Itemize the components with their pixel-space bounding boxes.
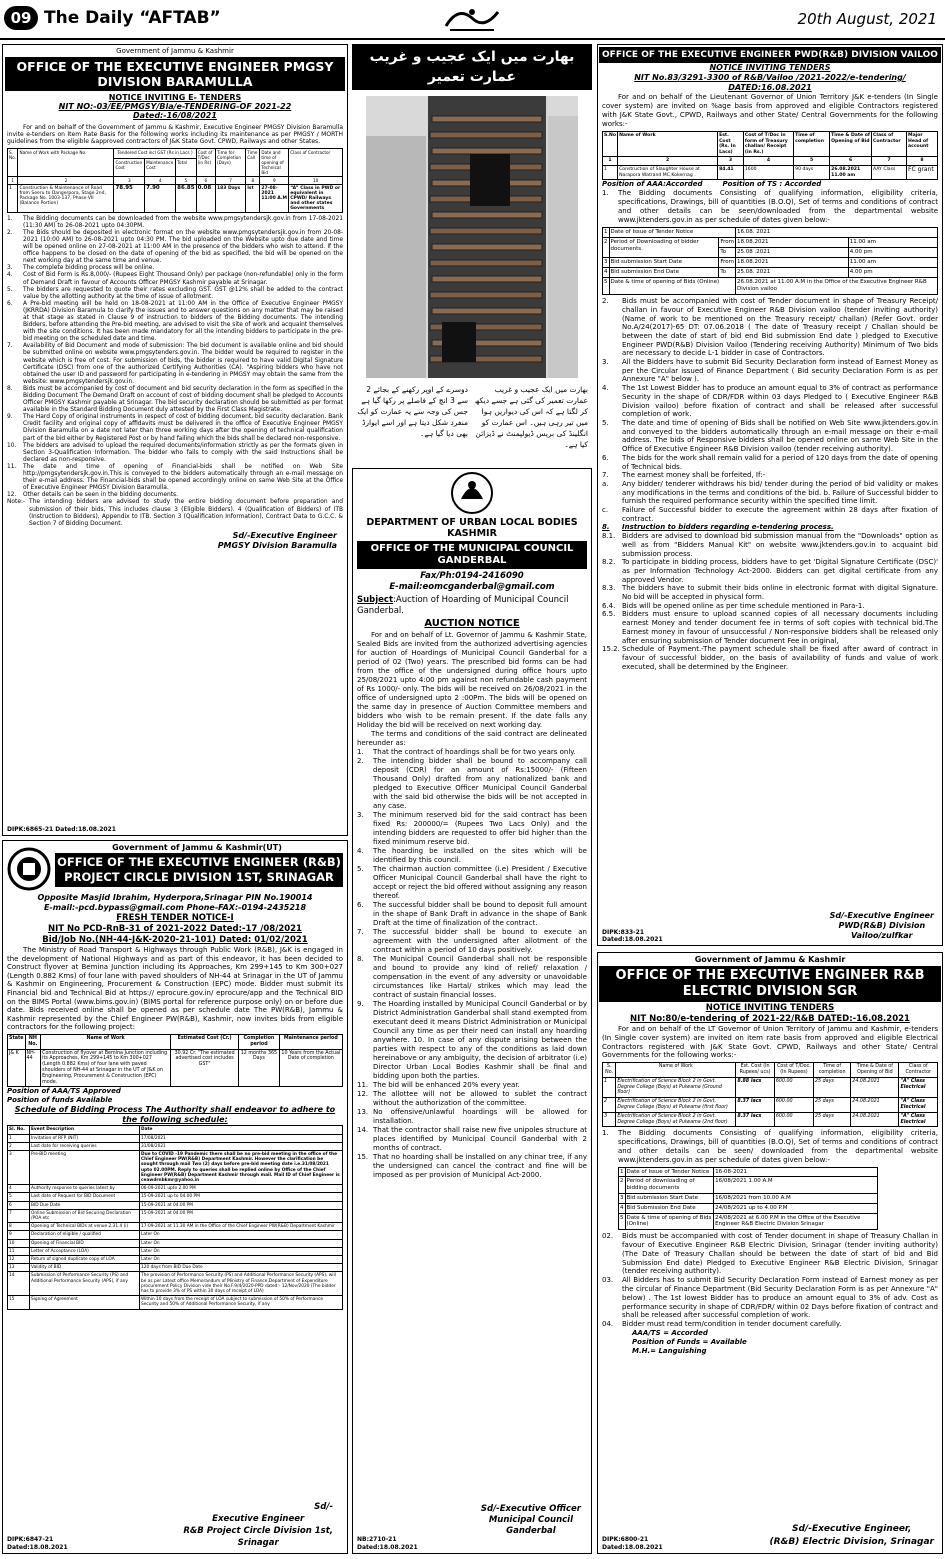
vailoo-sched-cell: 5 — [603, 278, 610, 295]
list-item: 6.4. Bids will be opened online as per time schedule mentioned in Para-1. — [602, 601, 865, 610]
vailoo-col-num: 7 — [872, 157, 907, 166]
masthead-logo — [440, 4, 504, 34]
list-item: 8. The Municipal Council Ganderbal shall not be responsible and bound to provide any kind of relief/ relaxation / compensation in the event of any adversity or unavoidable circumstances like Hartal/ strikes which may lead the contract of sustain financial losses. — [357, 955, 587, 999]
electric-schedule-table — [618, 1167, 878, 1231]
list-item: 4. Cost of Bid Form is Rs.8,000/- (Rupees Eight Thousand Only) per package (non-refundable) only in the form of Demand Draft in favour of Accounts Officer PMGSY Kashmir payable at Srinagar. — [7, 272, 343, 286]
pmgsy-work-table — [7, 148, 343, 213]
vailoo-sched-cell: To — [719, 268, 736, 278]
list-item: 3. All the Bidders have to submit Bid Security Declaration form instead of Earnest Money as per the Circular issued of Finance Department ( Bid security Declaration Form is as per Annexure "A" below ). — [602, 358, 938, 384]
pmgsy-cell: 78.95 — [114, 184, 145, 212]
srinagar-title: OFFICE OF THE EXECUTIVE ENGINEER (R&B) PROJECT CIRCLE DIVISION 1ST, SRINAGAR — [55, 853, 343, 887]
issue-date: 20th August, 2021 — [797, 10, 937, 28]
vailoo-sched-cell: 4.00 pm — [848, 248, 937, 258]
pmgsy-signature: Sd/-Executive Engineer PMGSY Division Baramulla — [217, 530, 337, 550]
list-item: 4. The 1st Lowest Bidder has to produce an amount equal to 3% of contract as performance Security in the shape of CDR/FDR within 03 days Pledged to ( Executive Engineer R&B Division vailoo) before fixation of contract and shall be released after successful completion of work. — [602, 384, 938, 419]
list-item: 11. The bid will be enhanced 20% every year. — [357, 1081, 520, 1089]
vailoo-sched-cell: 4.00 pm — [848, 268, 937, 278]
vailoo-th: Major Head of account — [907, 132, 938, 157]
table-row: 1 Date of Issue of Tender Notice 16-08-2021 — [619, 1167, 878, 1177]
vailoo-cell: 84.41 — [718, 165, 744, 179]
vailoo-sched-cell: Date & time of opening of Bids (Online) — [609, 278, 736, 295]
vailoo-col-num: 3 — [718, 157, 744, 166]
vailoo-signature: Sd/-Executive Engineer PWD(R&B) Division Vailoo/zulfkar — [829, 911, 934, 940]
vailoo-sched-cell: To — [719, 248, 736, 258]
vailoo-col-num: 5 — [794, 157, 830, 166]
list-item: 9. The Hoarding installed by Municipal Council Ganderbal or by District Administration Ganderbal shall stand exempted from executant deed it means District Administration or Municipal Council any time as per their need can install any hoarding anywhere. 10. In case of any dispute arising between the parties with respect to any of the conditions as laid down hereinabove or any ambiguity, the decision of arbitrator (i.e) Director Urban Local Bodies Kashmir shall be final and bidding upon both the parties. — [357, 1000, 587, 1080]
table-row: 3 Bid submission Start Date 16/08/2021 from 10.00 A.M — [619, 1193, 878, 1203]
electric-nit: NOTICE INVITING TENDERS — [705, 1003, 835, 1013]
table-row: 15 Signing of Agreement Within 10 days from the receipt of LOA subject to submission of 50% of Performance Security and 50% of Additional Performance Security, if any — [8, 1296, 343, 1309]
ulb-nb-date: Dated:18.08.2021 — [357, 1543, 418, 1551]
pmgsy-title: OFFICE OF THE EXECUTIVE ENGINEER PMGSY DIVISION BARAMULLA — [5, 57, 345, 91]
table-row: 6 BID Due Date 15-09-2021 at 04.00 PM — [8, 1201, 343, 1209]
ulb-email: E-mail:eomcganderbal@gmail.com — [389, 582, 555, 592]
pmgsy-th: S. No. — [8, 148, 18, 176]
pmgsy-tender-notice — [2, 44, 348, 836]
srinagar-dipk: DIPK:6847-21 — [7, 1535, 54, 1543]
list-item: 03. All Bidders has to submit Bid Security Declaration Form instead of Earnest money as per the circular of Finance Department (Bid Security Declaration Form is as per Annexure "A" below) . The 1st lowest Bidder has to produce an amount equal to 3% of adv. Cost as performance security in shape of CDR/FDR/ within 02 Days before fixation of contract and shall be released after successful completion of work. — [602, 1276, 938, 1320]
list-item: 15. That no hoarding shall be installed on any chinar tree, if any the undersigned can cancel the contract and fine will be imposed as per provision of Municipal Act-2000. — [357, 1153, 587, 1179]
srinagar-bid: Bid/Job No.(NH-44-J&K-2020-21-101) Dated: 01/02/2021 — [42, 935, 308, 945]
list-item: 6. The successful bidder shall be bound to deposit full amount in the shape of Bank Draft in advance in the shape of Bank Draft at the time of finalization of the contract. — [357, 901, 587, 927]
vailoo-item-1: 1. The Bidding documents Consisting of qualifying information, eligibility criteria, specifications, Drawings, bill of quantities (B.O.Q), Set of terms and conditions of contract and other details can be seen/downloaded from the departmental website www.jktenders.gov.in as per schedule of dates given below:- — [602, 189, 938, 225]
pmgsy-nit-no: NIT NO:-03/EE/PMGSY/Bla/e-TENDERING-OF 2021-22 — [58, 102, 292, 112]
table-row: 11 Letter of Acceptance (LOA) Later On — [8, 1247, 343, 1255]
srinagar-tender-notice — [2, 840, 348, 1554]
vailoo-work-table — [602, 131, 938, 180]
pmgsy-col-num: 7 — [216, 176, 246, 184]
vailoo-sched-cell: Bid submission Start Date — [609, 258, 719, 268]
vailoo-cell: AAY Class — [872, 165, 907, 179]
ulb-notice-title: AUCTION NOTICE — [424, 618, 520, 629]
pmgsy-col-num: 6 — [196, 176, 215, 184]
list-item: 7. The earnest money shall be forfeited, If:- — [602, 471, 766, 480]
list-item: Note:- The intending bidders are advised to study the entire bidding document before preparation and submission of their bids, This includes clause 3 (Eligible Bidders). 4 (Qualification of Bidders) of ITB (Instruction to Bidders), Appendix to ITB. Section 3 (Qualification Information), Contract Data to G.C.C. & Section 7 of Bidding Document. — [7, 499, 343, 527]
list-item: 11. The date and time of opening of Financial-bids shall be notified on Web Site http://pmgsytendersjk.gov.in.This is conveyed to the bidders automatically through an e-mail message on their e-mail address. The Financial-bids shall be opened accordingly online on same Web Site at the Office of Executive Engineer PMGSY Division Baramulla. — [7, 463, 343, 492]
pmgsy-th: Name of Work with Package No. — [18, 148, 114, 176]
srinagar-sched-th: Sl. No. — [8, 1126, 30, 1134]
table-row: 1 Invitation of RFP (NIT) 17/08/2021 — [8, 1134, 343, 1142]
urdu-article — [352, 44, 592, 464]
table-row: 2 Last date for receiving queries 31/08/2021 — [8, 1142, 343, 1150]
electric-item-1: 1. The Bidding documents Consisting of qualifying information, eligibility criteria, specifications, Drawings, bill of quantities (B.O.Q), Set of terms and conditions of contract and other details can be seen/ downloaded from the departmental website www.jktenders.gov.in as per schedule of dates given below:- — [602, 1129, 938, 1164]
vailoo-dated: DATED:16.08.2021 — [728, 83, 812, 92]
srinagar-dipk-date: Dated:18.08.2021 — [7, 1543, 68, 1551]
ulb-office: OFFICE OF THE MUNICIPAL COUNCIL GANDERBAL — [357, 541, 587, 569]
srinagar-sched-th: Event Description — [30, 1126, 140, 1134]
electric-th: Cost of T/Doc. (In Rupees) — [774, 1063, 813, 1078]
table-row: 13 Validity of BID 120 days from BID Due Date — [8, 1264, 343, 1272]
list-item: 4. The hoarding be installed on the sites which will be identified by this council. — [357, 847, 587, 864]
ulb-dept: DEPARTMENT OF URBAN LOCAL BODIES KASHMIR — [366, 517, 578, 539]
srinagar-aaa: Position of AAA/TS Approved — [7, 1087, 121, 1096]
srinagar-th: Maintenance period — [279, 1034, 342, 1049]
ulb-subject-line — [357, 595, 587, 617]
pmgsy-th: Maintenance Cost — [145, 159, 176, 176]
table-row: 3 Electrification of Science Block 2 in Govt. Degree College (Boys) at Pulwama (2nd floor) 8.37 lacs 600.00 25 days 24.08.2021 "A" Class Electrical — [603, 1112, 938, 1127]
list-item: 8.1. Bidders are advised to download bid submission manual from the "Downloads" option as well as from "Bidders Manual Kit" on website www.jktenders.gov.in to acquaint bid submission process. — [602, 532, 938, 558]
pmgsy-gov: Government of Jammu & Kashmir — [116, 47, 234, 55]
srinagar-cell: Construction of flyover at Bemina Junction including its Approaches, Km 299+145 to Km 300+027 (Length 0.882 Kms) of four lane with paved shoulders of NH-44 at Srinagar in the UT of J&K on Engineering, Procurement & Construction (EPC) mode. — [41, 1049, 171, 1087]
list-item: 1. The Bidding documents can be downloaded from the website www.pmgsytendersjk.gov.in from 17-08-2021 (11:30 AM) to 26-08-2021 upto 04:30PM. — [7, 215, 343, 229]
table-row: 5 Date & time of opening of Bids (Online) 24/08/2021 at 6.00 P.M in the Office of the Executive Engineer R&B Electric Division Srinagar — [619, 1213, 878, 1230]
vailoo-nit-no: NIT No.83/3291-3300 of R&B/Vailoo /2021-2022/e-tendering/ — [634, 73, 906, 82]
list-item: 3. The minimum reserved bid for the said contract has been fixed Rs: 200000/= (Rupees Two Lacs Only) and the intending bidders are requested to offer bid higher than the fixed minimum reserve bid. — [357, 811, 587, 846]
pmgsy-th: Tendered Cost incl GST (Rs in Lacs ) — [114, 148, 196, 159]
table-row: 14 Submission of Performance Security (PS) and Additional Performance Security (APS), if any The provision of Performance Security (PS) and Additional Performance Security (APS), will be as per Latest office Memorandum of Ministry of Finance,Department of Expenditure procurement Policy Division vide their No.F.9/4/2020-PPD dated:- 12/Nov/2020 (The bidder has to provide 3% of PS within 30 days of receipt of LOA) — [8, 1272, 343, 1296]
table-row: 4 Authority response to queries latest by 06-09-2021 upto 2.00 PM — [8, 1185, 343, 1193]
vailoo-cell: 1 — [603, 165, 618, 179]
vailoo-nit: NOTICE INVITING TENDERS — [709, 63, 831, 72]
page-number-badge: 09 — [4, 6, 38, 30]
ganderbal-auction-notice — [352, 468, 592, 1554]
srinagar-signature: Sd/- Executive Engineer R&B Project Circle Division 1st, Srinagar — [183, 1502, 333, 1548]
vailoo-items — [602, 297, 938, 671]
list-item: 7. Availability of Bid Document and mode of submission: The bid document is available online and bid should be submitted online on website www.pmgsytenders.gov.in. The bidder would be required to register in the website which is free of cost. For submission of bids, the bidder is required to have valid Digital Signature Certificate (DSC) from one of the authorized Certifying Authorities (CA). "Aspiring bidders who have not obtained the user ID and password for participating in e-tendering in PMGSY may obtain the same from the website: www.pmgsytendersjk.gov.in. — [7, 343, 343, 385]
srinagar-email: E-mail:-pcd.bypass@gmail.com Phone-FAX:-0194-2435218 — [43, 903, 307, 912]
list-item: 2. Bids must be accompanied with cost of Tender document in shape of Treasury Receipt/ challan in favour of Executive Engineer R&B Division vailoo (tender inviting authority) (Name of work to be mentioned on the Treasury receipt/ challan) (Refer Govt. order No.A/24(2017)-65 DT: 07.06.2018 ( The date of Treasury receipt / Challan should be between the date of start of bid end Bid submission End date ) pledged to Executive Engineer PWD(R&B) Division Vailoo (Tendering receiving Authority) Minimum of Two bids are necessary to decide L-1 bidder in case of Contractors. — [602, 297, 938, 358]
list-item: 7. The successful bidder shall be bound to execute an agreement with the undersigned after allotment of the contract within a period of 10 days positively. — [357, 928, 587, 954]
srinagar-intro: The Ministry of Road Transport & Highways through Public Work (R&B), J&K is engaged in the development of National Highways and as part of this endeavor, it has been decided to Construct flyover at Bemina Junction including its Approaches, Km 299+145 to Km 300+027 (Length 0.882 Kms) of four lane with paved shoulders of NH-44 at Srinagar in the UT of Jammu & Kashmir on Engineering, Procurement & Construction (EPC) mode. Bidder must submit its Financial bid and Technical Bid at https:// eprocure.gov.in/ eprocure/app and the Technical BID on the BIMS Portal (www.bims.gov.in) (BIMS portal for reference purpose only) on or before due date. Bids received online shall be opened as per schedule date The PW(R&B), Jammu & Kashmir represented by the Chief Engineer PW(R&B), Kashmir, now invites bids from eligible contractors for the following project: — [7, 946, 343, 1032]
list-item: 6.5. Bidders must ensure to upload scanned copies of all necessary documents including earnest Money and tender document fee in terms of soft copies with technical bid.The Earnest money in favour of unsuccessful / Non-responsive bidders shall be released only after ensuring submission of Tender document Fee in original, — [602, 610, 938, 645]
vailoo-dipk-date: Dated:18.08.2021 — [602, 935, 663, 943]
vailoo-sched-cell: 3 — [603, 258, 610, 268]
vailoo-col-num: 8 — [907, 157, 938, 166]
vailoo-sched-cell: Bid submission End Date — [609, 268, 719, 278]
pmgsy-col-num: 8 — [246, 176, 260, 184]
list-item: 5. The date and time of opening of Bids shall be notified on Web Site www.jktenders.gov.in and conveyed to the bidders automatically through an e-mail message on their e-mail address. The bids of Responsive bidders shall be opened online on same Web Site in the Office of Executive Engineer R&B Division vailoo (tender receiving authority). — [602, 419, 938, 454]
vailoo-title: OFFICE OF THE EXECUTIVE ENGINEER PWD(R&B) DIVISION VAILOO — [599, 47, 941, 63]
pmgsy-cell: 7.90 — [145, 184, 176, 212]
pmgsy-cell: 0.08 — [196, 184, 215, 212]
electric-signature: Sd/-Executive Engineer, (R&B) Electric Division, Srinagar — [769, 1524, 934, 1547]
pmgsy-cell: 183 Days — [216, 184, 246, 212]
srinagar-th: Completion period — [239, 1034, 280, 1049]
vailoo-sched-cell: 4 — [603, 268, 610, 278]
electric-nit-no: NIT No:80/e-tendering of 2021-22/R&B DATED:-16.08.2021 — [630, 1014, 910, 1024]
pmgsy-col-num: 3 — [114, 176, 145, 184]
vailoo-tender-notice — [597, 44, 943, 946]
ulb-fax: Fax/Ph:0194-2416090 — [420, 571, 524, 581]
vailoo-col-num: 6 — [830, 157, 872, 166]
list-item: 6. A Pre-bid meeting will be held on 18-08-2021 at 11:00 AM in the Office of Executive Engineer PMGSY (JKRRDA) Division Baramula to clarify the issues and to answer questions on any matter that may be raised at that stage as stated in Clause 9 of instruction to bidders of the Bidding documents. The intending Bidders, before attending the Pre-bid meeting, are advised to visit the site of work and acquaint themselves with the site conditions. It has been made mandatory for all the intending bidders to participate in the pre-bid meeting on the scheduled date and time. — [7, 300, 343, 343]
urdu-col-right: بھارت میں ایک عجیب و غریب عمارت تعمیر کی گئی ہے جسے دیکھ کر لگتا ہے کہ اس کی دیواریں ہوا میں تیر رہی ہیں۔ اس عمارت کو انگلینڈ کی بریس ڈیولپمنٹ نے ڈیزائن کیا ہے۔ — [474, 385, 588, 449]
pmgsy-th: Time for Completion (Days) — [216, 148, 246, 176]
vailoo-cell: 1600 — [743, 165, 793, 179]
vailoo-sched-cell: 18.08.2021 — [736, 258, 849, 268]
pmgsy-cell: Ist — [246, 184, 260, 212]
vailoo-th: Time & Date of Opening of Bid — [830, 132, 872, 157]
ulb-subject: :Auction of Hoarding of Municipal Council Ganderbal. — [357, 595, 569, 616]
pmgsy-col-num: 9 — [260, 176, 289, 184]
pmgsy-col-num: 1 — [8, 176, 18, 184]
vailoo-dipk: DIPK:833-21 — [602, 928, 645, 936]
vailoo-sched-cell: 11.00 am — [848, 258, 937, 268]
list-item: c. Failure of Successful bidder to execute the agreement within 28 days after fixation of contract. — [602, 506, 938, 523]
vailoo-sched-cell: 26.08.2021 at 11.00 A.M in the Office of the Executive Engineer R&B Division vailoo — [736, 278, 938, 295]
pmgsy-col-num: 5 — [176, 176, 196, 184]
electric-th: Time of completion — [813, 1063, 850, 1078]
list-item: 2. The intending bidder shall be bound to accompany call deposit (CDR) for an amount of Rs:15000/- (Fifteen Thousand Only) drafted from any nationalized bank and pledged to Executive Officer Municipal Council Ganderbal with the said bid otherwise the bids will be not accepted in any case. — [357, 757, 587, 810]
pmgsy-cell: 86.85 — [176, 184, 196, 212]
srinagar-cell: 30.92 Cr. "The estimated advertised cost includes GST" — [171, 1049, 239, 1087]
vailoo-col-num: 4 — [743, 157, 793, 166]
list-item: 10. The bidders are advised to upload the required documents/information strictly as per the formats given in Section 3-Qualification Information. The bidder who fails to comply with the said Instructions shall be declared as non-responsive. — [7, 442, 343, 463]
vailoo-col-num: 1 — [603, 157, 618, 166]
pmgsy-intro: For and on behalf of the Government of Jammu & Kashmir, Executive Engineer PMGSY Division Baramulla invite e-tenders on Item Rate Basis for the following works including its maintenance as per PMGSY / MORTH guidelines from the eligible &approved contractors of J&K State Govt. CPWD, Railways and other States. — [7, 123, 343, 146]
table-row: 2 Electrification of Science Block 2 in Govt. Degree College (Boys) at Pulwama (first floor) 8.37 lacs 600.00 25 days 24.08.2021 "A" Class Electrical — [603, 1098, 938, 1113]
list-item: 9. The Hard Copy of original instruments in respect of cost of bidding document, bid security declaration. Bank Credit facility and original copy of affidavits must be delivered in the office of Executive Engineer PMGSY Division Baramulla on a date not later than three working days after the opening of technical qualification part of the bid either by Registered Post or by hand failing which the bids shall be declared non-responsive. — [7, 414, 343, 442]
vailoo-sched-cell: 25.08. 2021 — [736, 268, 849, 278]
pmgsy-items — [7, 216, 343, 528]
srinagar-cell: 12 months 365 Days — [239, 1049, 280, 1087]
list-item: 04. Bidder must read term/condition in tender document carefully. — [602, 1320, 842, 1329]
list-item: 6. The bids for the work shall remain valid for a period of 120 days from the date of opening of Technical bids. — [602, 453, 938, 471]
rnb-logo — [7, 845, 51, 895]
vailoo-th: Cost of T/Doc in form of Treasury challan/ Receipt (in Rs.) — [743, 132, 793, 157]
list-item: 3. The complete bidding process will be online. — [7, 265, 155, 272]
vailoo-sched-cell: From — [719, 258, 736, 268]
ulb-intro: For and on behalf of Lt. Governor of Jammu & Kashmir State, Sealed Bids are invited from the authorized advertising agencies for auction of Hoardings of Municipal Council Ganderbal for a period of 02 (Two) years. The prescribed bid forms can be had from the office of the undersigned during office hours upto 25/08/2021 upto 4:00 pm against non refundable cash payment of Rs 1000/- only. The bids will be received on 26/08/2021 in the office of undersigned upto 2 :00Pm. The bids will be opened on the same day in presence of Auction Committee members and bidders who wish to be remain present. If the date falls any Holiday the bid will be received on next working day. — [357, 631, 587, 729]
pmgsy-nit-title: NOTICE INVITING E- TENDERS — [108, 92, 242, 102]
table-row: 8 Opening of Technical BIDs at venue 2.31.4 (i) 17-09-2021 at 11.30 AM in the Office of the Chief Engineer PW(R&B) Department Kashmir — [8, 1223, 343, 1231]
table-row: 3 Pre-BID meeting Due to COVID -19 Pandemic there shall be no pre-bid meeting in the office of the Chief Engineer PW(R&B) Department Kashmir. However the clarification be sought through mail Two (2) days before pre-bid meeting date i.e.31/08/2021 upto 02.00PM. Reply to queries shall be replied online by Office of the Chief Engineer PW(R&B) Department Kashmir through mail. Mail ID of Chief Engineer is ceawdrnbkmr@yahoo.in — [8, 1150, 343, 1184]
ulb-subject-label: Subject — [357, 595, 394, 605]
pmgsy-cell: 27-08-2021 11:00 A.M — [260, 184, 289, 212]
vailoo-th: Time of completion — [794, 132, 830, 157]
pmgsy-col-num: 4 — [145, 176, 176, 184]
list-item: 13. No offensive/unlawful hoardings will be allowed for installation. — [357, 1108, 587, 1125]
pmgsy-dipk: DIPK:6865-21 Dated:18.08.2021 — [7, 825, 116, 833]
vailoo-th: Class of Contractor — [872, 132, 907, 157]
list-item: 8. Instruction to bidders regarding e-tendering process. — [602, 523, 834, 532]
pmgsy-th: Time Call — [246, 148, 260, 176]
pmgsy-cell: 1 — [8, 184, 18, 212]
pmgsy-th: Construction Cost — [114, 159, 145, 176]
electric-th: Time & Date of Opening of Bid — [851, 1063, 899, 1078]
pmgsy-dated: Dated:-16/08/2021 — [133, 111, 217, 121]
list-item: 5. The bidders are requested to quote their rates excluding GST. GST @12% shall be added to the contract value by the allotting authority at the time of issue of allotment. — [7, 286, 343, 300]
srinagar-addr: Opposite Masjid Ibrahim, Hyderpora,Srinagar PIN No.190014 — [37, 893, 313, 902]
electric-positions: AAA/TS = Accorded Position of Funds = Available M.H.= Languishing — [632, 1328, 747, 1355]
table-row: 10 Opening of Financial BID Later On — [8, 1239, 343, 1247]
srinagar-cell: 10 Years from the Actual Date of completion — [279, 1049, 342, 1087]
vailoo-sched-cell: Date of Issue of Tender Notice — [609, 228, 736, 238]
srinagar-nit: NIT No PCD-RnB-31 of 2021-2022 Dated:-17 /08/2021 — [48, 924, 302, 934]
table-row: 1 Electrification of Science Block 2 in Govt. Degree College (Boys) at Pulwama (Ground floor) 8.88 lacs 600.00 25 days 24.08.2021 "A" Class Electrical — [603, 1077, 938, 1097]
srinagar-work-table — [7, 1034, 343, 1087]
vailoo-positions: Position of AAA:Accorded Position of TS : Accorded — [602, 180, 822, 189]
srinagar-sched-title: Schedule of Bidding Process The Authority shall endeavor to adhere to the following schedule: — [14, 1105, 336, 1125]
vailoo-th: S.No — [603, 132, 618, 157]
table-row: 2 Period of downloading of bidding documents 16/08/2021 1.00 A.M — [619, 1177, 878, 1194]
list-item: 12. Other details can be seen in the bidding documents. — [7, 492, 178, 499]
electric-tender-notice — [597, 952, 943, 1554]
srinagar-cell: NH-44 — [25, 1049, 41, 1087]
ulb-terms: The terms and conditions of the said contract are delineated hereunder as: — [357, 730, 587, 747]
srinagar-th: Estimated Cost (Cr.) — [171, 1034, 239, 1049]
vailoo-th: Name of Work — [618, 132, 718, 157]
list-item: 02. Bids must be accompanied with cost of Tender document in shape of Treasury Challan in favour of Executive Engineer R&B Electric Division, Srinagar (tender inviting authority) (The Date of Treasury Challan should be between the date of start of bid and Bid Submission End date) Pledged to Executive Engineer R&B Electric Division, Srinagar (tender receiving authority). — [602, 1232, 938, 1276]
vailoo-sched-cell: 18.08.2021 — [736, 238, 849, 248]
electric-gov: Government of Jammu & Kashmir — [694, 955, 846, 964]
table-row: 7 Online Submission of Bid Securing Declaration /POA etc 15-09-2021 at 04.00 PM — [8, 1209, 343, 1222]
list-item: 12. The allottee will not be allowed to sublet the contract without the authorization of the committee. — [357, 1090, 587, 1107]
list-item: 2. The Bids should be deposited in electronic format on the website www.pmgsytendersjk.gov.in from 20-08-2021 (10:00 AM) to 26-08-2021 upto 04:30 PM. The bid uploaded on the Website upto due date and time will be opened online on 27-08-2021 at 11:00 AM in the presence of the bidders who wish to attend. If the office happens to be closed on the date of opening of the bid as specified, the bid will be opened on the next working day at the same time and venue. — [7, 229, 343, 265]
srinagar-th: NH No. — [25, 1034, 41, 1049]
table-row: 5 Last date of Request for BID Document 15-09-2021 up to 04.00 PM — [8, 1193, 343, 1201]
srinagar-funds: Position of funds Available — [7, 1096, 113, 1105]
page-header — [0, 0, 945, 40]
electric-title: OFFICE OF THE EXECUTIVE ENGINEER R&B ELECTRIC DIVISION SGR — [599, 966, 941, 1002]
pmgsy-col-num: 2 — [18, 176, 114, 184]
vailoo-sched-cell: 16.08. 2021 — [736, 228, 938, 238]
ulb-signature: Sd/-Executive Officer Municipal Council Ganderbal — [480, 1504, 581, 1536]
srinagar-schedule-table — [7, 1125, 343, 1309]
newspaper-name: The Daily “AFTAB” — [44, 8, 221, 28]
electric-th: Est. Cost (In Rupees/ ucs) — [736, 1063, 775, 1078]
pmgsy-th: Date and time of opening of Technical Bid — [260, 148, 289, 176]
pmgsy-cell: Construction & Maintenance of Road from Seeru to Dangerpora, Stage 2nd, Package No. 1003-137, Phase VII (Balance Portion) — [18, 184, 114, 212]
list-item: 1. That the contract of hoardings shall be for two years only. — [357, 748, 576, 756]
vailoo-col-num: 2 — [618, 157, 718, 166]
vailoo-intro: For and on behalf of the Lieutenant Governor of Union Territory J&K e-tenders (In Single cover system) are invited on %age basis from approved and eligible Contractors registered with J&K State Govt., CPWD, Railways and other State/ Central Governments for the following works:- — [602, 93, 938, 128]
list-item: 5. The chairman auction committee (i.e) President / Executive Officer Municipal Council Ganderbal shall have the right to accept or reject the bid offered without assigning any reason thereof. — [357, 865, 587, 900]
srinagar-th: State — [8, 1034, 26, 1049]
list-item: 8.3. The bidders have to submit their bids online in electronic format with digital Signature. No bid will be accepted in physical form. — [602, 584, 938, 602]
electric-dipk-date: Dated:18.08.2021 — [602, 1543, 663, 1551]
vailoo-sched-cell: 1 — [603, 228, 610, 238]
pmgsy-th: Total — [176, 159, 196, 176]
pmgsy-col-num: 10 — [289, 176, 343, 184]
vailoo-cell: FC grant — [907, 165, 938, 179]
urdu-headline: بھارت میں ایک عجیب و غریب عمارت تعمیر — [352, 44, 592, 90]
srinagar-sched-th: Date — [140, 1126, 343, 1134]
vailoo-th: Est. Cost (Rs. In Lacs) — [718, 132, 744, 157]
list-item: 8. Bids must be accompanied by cost of document and bid security declaration in the form as specified in the Bidding Document The Demand Draft on account of cost of bidding document shall be pledged to Accounts Officer PMGSY Kashmir payable at Srinagar. The bid security declaration should be submitted as per format available in the Standard Bidding Document duly attested by the First Class Magistrate. — [7, 385, 343, 414]
electric-work-table — [602, 1062, 938, 1127]
pmgsy-th: Cost of T/Doc (in Rs) — [196, 148, 215, 176]
list-item: a. Any bidder/ tenderer withdraws his bid/ tender during the period of bid validity or makes any modifications in the terms and conditions of the bid. b. Failure of Successful bidder to furnish the required performance security within the specified time limit. — [602, 479, 938, 506]
srinagar-cell: J& K — [8, 1049, 26, 1087]
srinagar-th: Name of Work — [41, 1034, 171, 1049]
list-item: 14. That the contractor shall raise new five unipoles structure at places identified by Municipal Council Ganderbal with 2 months of contract. — [357, 1126, 587, 1152]
srinagar-notice: FRESH TENDER NOTICE-I — [116, 913, 234, 923]
vailoo-sched-cell: 2 — [603, 238, 610, 258]
table-row: 9 Declaration of eligible / qualified Later On — [8, 1231, 343, 1239]
electric-dipk: DIPK:6800-21 — [602, 1535, 649, 1543]
vailoo-cell: Construction of Slaughter House at Narapora Watrand MC Kokernag . — [618, 165, 718, 179]
ulb-items — [357, 748, 587, 1180]
vailoo-sched-cell: 11.00 am — [848, 238, 937, 248]
list-item: 15.2. Schedule of Payment.-The payment schedule shall be fixed after award of contract in favour of successful bidder, on the basis of availability of funds and value of work executed, shall be determined by the Engineer. — [602, 645, 938, 671]
building-photo — [366, 96, 578, 378]
electric-th: Name of Work — [616, 1063, 736, 1078]
vailoo-sched-cell: From — [719, 238, 736, 248]
emblem-logo — [447, 471, 497, 515]
table-row: 12 Return of signed duplicate copy of LOA Later On — [8, 1255, 343, 1263]
ulb-nb: NB:2710-21 — [357, 1535, 397, 1543]
vailoo-cell: 90 days — [794, 165, 830, 179]
vailoo-sched-cell: 25.08 .2021 — [736, 248, 849, 258]
electric-intro: For and on behalf of the LT Governor of Union Territory of Jammu and Kashmir, e-tenders (In Single cover system) are invited on item rate basis from approved and eligible Electrical Contractors registered with J&K State Govt. CPWD, Railways and other State/ Central Governments for the following works:- — [602, 1025, 938, 1060]
electric-th: Class of Contractor — [899, 1063, 938, 1078]
vailoo-schedule-table — [602, 227, 938, 295]
vailoo-cell: 26.08.2021 11.00 am — [830, 165, 872, 179]
table-row: 4 Bid Submission End Date 24/08/2021 up to 4.00 P.M — [619, 1203, 878, 1213]
vailoo-sched-cell: Period of Downloading of bidder documents. — [609, 238, 719, 258]
pmgsy-cell: “A” Class in PWD or equivalent in CPWD/ Railways and other states Governments — [289, 184, 343, 212]
electric-items — [602, 1232, 938, 1329]
electric-th: S. No. — [603, 1063, 616, 1078]
urdu-col-left: دوسرے کے اوپر رکھنے کے بجائے 2 سے 3 انچ کے فاصلے پر رکھا گیا ہے جس کی وجہ سے یہ عمارت کو ایک منفرد شکل دیتا ہے اور اسے ایوارڈ بھی دیا گیا ہے۔ — [357, 385, 468, 438]
srinagar-gov: Government of Jammu & Kashmir(UT) — [112, 843, 282, 852]
list-item: 8.2. To participate in bidding process, bidders have to get 'Digital Signature Certificate (DSC)' as per Information Technology Act-2000. Bidders can get digital certificate from any approved Vendor. — [602, 558, 938, 584]
pmgsy-th: Class of Contractor — [289, 148, 343, 176]
